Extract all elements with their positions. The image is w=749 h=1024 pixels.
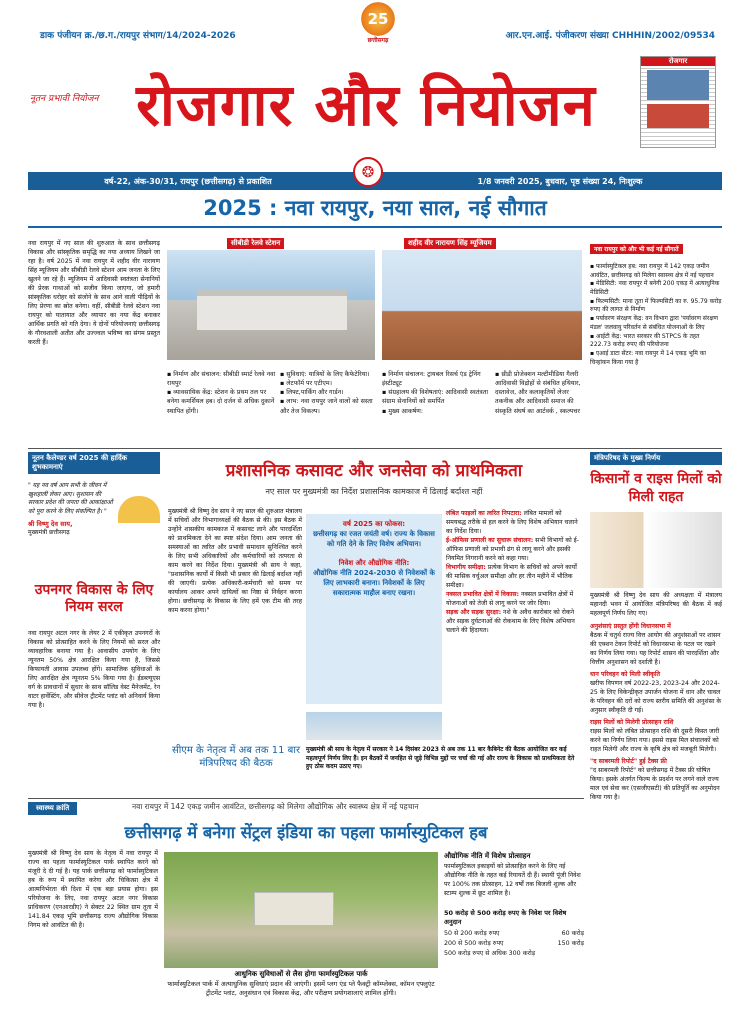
museum-block [382, 238, 582, 368]
bullet-item [446, 510, 580, 537]
bullet-text: लंबित मामलों को समयबद्ध तरीके से हल करने के लिए विशेष अभियान चलाने का निर्देश दिया। [446, 510, 578, 535]
bullet-head: ई-ऑफिस प्रणाली का सुचारू संचालन: [446, 536, 534, 544]
bullet-head: सड़क और सड़क सुरक्षा: [446, 608, 502, 616]
thumb-title: रोजगार [641, 57, 715, 66]
silver-jubilee-logo [348, 2, 408, 46]
cabinet-h1: अनुशंसाएं प्रस्तुत होंगी विधानसभा में [590, 622, 671, 630]
station-bullet: ▪ लाभ: नवा रायपुर जाने वालों को सस्ता और तेज विकल्प। [280, 397, 378, 415]
newspaper-thumbnail [640, 56, 716, 148]
invest-text: औद्योगिक नीति 2024-2030 से निवेशकों के लिए लाभकारी बनाना। निवेशकों के लिए सकारात्मक माहौल बनाए रखना। [313, 569, 435, 597]
cabinet-h2: धान परिवहन को मिली स्वीकृति [590, 670, 661, 678]
main-story-col1: मुख्यमंत्री श्री विष्णु देव साय ने नए साल की शुरुआत मंत्रालय में सचिवों और विभागाध्यक्षों की बैठक से की। इस बैठक में उन्होंने शासकीय कामकाज में कसावट लाने और पारदर्शिता को प्राथमिकता देने का स्पष्ट संदेश दिया। आम जनता की समस्याओं का त्वरित और प्रभावी समाधान सुनिश्चित करने के लिए सभी अधिकारियों और कर्मचारियों को तत्परता से काम करने का निर्देश दिया। मुख्यमंत्री श्री साय ने कहा, "प्रशासनिक कार्यों में किसी भी प्रकार की ढिलाई बर्दाश्त नहीं की जाएगी। प्रत्येक अधिकारी-कर्मचारी को समय पर कार्यालय आकर अपने दायित्वों का निष्ठा से निर्वहन करना होगा। छत्तीसगढ़ के विकास के लिए हमें एक टीम की तरह काम करना होगा।" [168, 508, 302, 614]
museum-bullet: ▪ थ्रीडी प्रोजेक्शन मल्टीमीडिया गैलरी आदिवासी विद्रोहों से संबंधित हथियार, दस्तावेज, और कलाकृतियों लेजर तकनीक और आदिवासी समाज की संस्कृति संघर्ष का आर्टवर्क , स्कल्पचर [495, 370, 587, 416]
cabinet-t1: बैठक में चतुर्थ राज्य वित्त आयोग की अनुशंसाओं पर शासन की एक्शन टेकन रिपोर्ट को विधानसभा के पटल पर रखने का निर्णय लिया गया। यह रिपोर्ट शासन की पारदर्शिता और वित्तीय अनुशासन को दर्शाती है। [590, 631, 721, 666]
greetings-quote: " यह नव वर्ष आप सभी के जीवन में खुशहाली लेकर आए। सुशासन की सरकार प्रदेश की जनता की आकांक्षाओं को पूरा करने के लिए संकल्पित है। " [28, 482, 113, 516]
main-story-head: प्रशासनिक कसावट और जनसेवा को प्राथमिकता [225, 461, 523, 481]
cm-photo [118, 496, 160, 556]
cabinet-t2: खरीफ विपणन वर्ष 2022-23, 2023-24 और 2024-25 के लिए विकेन्द्रीकृत उपार्जन योजना में धान और चावल के परिवहन की दरों को राज्य स्तरीय समिति की अनुशंसा के अनुसार स्वीकृति दी गई। [590, 679, 722, 714]
station-bullet: ▪ सुविधाएं: यात्रियों के लिए कैफेटेरिया। [280, 370, 378, 379]
museum-photo [382, 250, 582, 360]
main-story-footer: मुख्यमंत्री श्री साय के नेतृत्व में सरकार ने 14 दिसंबर 2023 से अब तक 11 बार कैबिनेट की बैठक आयोजित कर कई महत्वपूर्ण निर्णय लिए हैं। इन बैठकों में जनहित से जुड़े विभिन्न मुद्दों पर चर्चा की गई और राज्य के विकास को प्राथमिकता देते हुए ठोस कदम उठाए गए। [306, 746, 575, 771]
list-item: ▪ पर्यावरण संरक्षण केंद्र: वन विभाग द्वारा 'पर्यावरण संरक्षण मंडल' जलवायु परिवर्तन से संबंधित योजनाओं के लिए [590, 315, 722, 332]
focus-box [306, 514, 442, 704]
museum-bullet: ▪ निर्माण संचालन: ट्रायबल रिसर्च एंड ट्रेनिंग इंस्टीट्यूट [382, 370, 492, 388]
left-story-text: नवा रायपुर अटल नगर के लेयर 2 में एकीकृत उपनगरों के विकास को प्रोत्साहित करने के लिए नियमों को सरल और व्यावहारिक बनाया गया है। आवासीय उपयोग के लिए न्यूनतम 50% क्षेत्र आरक्षित किया गया है, जिससे किफायती आवास उपलब्ध होंगे। सामाजिक सुविधाओं के लिए आरक्षित क्षेत्र न्यूनतम 5% किया गया है। ईडब्ल्यूएस वर्ग के प्रावधानों में सुधार के साथ सॉलिड वेस्ट मैनेजमेंट, रेन वाटर हार्वेस्टिंग, और सीवेज ट्रीटमेंट प्लांट को अनिवार्य किया गया है। [28, 630, 160, 709]
station-label: सीबीडी रेलवे स्टेशन [227, 238, 284, 249]
subsidy-amount: 150 करोड़ [557, 940, 584, 948]
museum-bullet: ▪ संग्रहालय की विशेषताएं: आदिवासी स्वतंत्रता संग्राम सेनानियों को समर्पित [382, 388, 492, 406]
building-illustration [306, 712, 442, 740]
bullet-head: विभागीय समीक्षा: [446, 563, 486, 571]
pharma-caption: फार्मास्युटिकल पार्क में अत्याधुनिक सुविधाएं प्रदान की जाएंगी। इसमें प्लग एंड प्ले फैक्ट्री कॉम्प्लेक्स, कॉमन एफ्लुएंट ट्रीटमेंट प्लांट, अनुसंधान एवं विकास केंद्र, और परीक्षण प्रयोगशालाएं शामिल होंगी। [167, 979, 435, 997]
museum-bullets-right [495, 370, 587, 416]
cabinet-t3: राइस मिलों को लंबित प्रोत्साहन राशि की दूसरी किस्त जारी करने का निर्णय लिया गया। इससे राइस मिल संचालकों को राहत मिलेगी और राज्य के कृषि क्षेत्र को मजबूती मिलेगी। [590, 727, 720, 753]
cabinet-note: सीएम के नेतृत्व में अब तक 11 बार मंत्रिपरिषद की बैठक [171, 745, 301, 769]
station-bullet: ▪ व्यावसायिक केंद्र: स्टेशन के प्रथम तल पर बनेगा कमर्शियल हब। दो दर्जन से अधिक दुकानें स्थापित होंगी। [167, 388, 277, 415]
cabinet-box [590, 452, 722, 803]
list-item: ▪ मेडिसिटी: नवा रायपुर में बनेगी 200 एकड़ में अत्याधुनिक मेडिसिटी [590, 280, 722, 297]
bullet-text: नक्सल प्रभावित क्षेत्रों में योजनाओं को तेजी से लागू करने पर जोर दिया। [446, 590, 574, 607]
right-top-box [590, 236, 722, 367]
station-bullet: ▪ लिफ्ट,पार्किंग और गार्डन। [280, 388, 378, 397]
subsidy-row [444, 929, 584, 939]
postal-reg: डाक पंजीयन क्र./छ.ग./रायपुर संभाग/14/2024-2026 [40, 31, 236, 41]
pharma-park-render [164, 852, 438, 968]
pharma-kicker: नवा रायपुर में 142 एकड़ जमीन आवंटित, छत्तीसगढ़ को मिलेगा औद्योगिक और स्वास्थ्य क्षेत्र में नई पहचान [132, 802, 419, 811]
bullet-text: सभी विभागों को ई-ऑफिस प्रणाली को प्रभावी ढंग से लागू करने और इसकी नियमित निगरानी करने को कहा गया। [446, 536, 579, 562]
pharma-policy [444, 852, 584, 959]
intro-text: नवा रायपुर में नए साल की शुरुआत के साथ छत्तीसगढ़ विकास और सांस्कृतिक समृद्धि का नया अध्याय लिखने जा रहा है। वर्ष 2025 में नवा रायपुर में शहीद वीर नारायण सिंह म्यूजियम और सीबीडी रेलवे स्टेशन आम जनता के लिए खुलने जा रहे हैं। म्यूजियम में आदिवासी स्वतंत्रता सेनानियों की प्रेरक गाथाओं को सजीव किया जाएगा, जो हमारी सांस्कृतिक धरोहर को संजोने के साथ आने वाली पीढ़ियों के लिए प्रेरणा का स्रोत बनेगा। वहीं, सीबीडी रेलवे स्टेशन नवा रायपुर को यातायात और व्यापार का नया केंद्र बनाकर आर्थिक प्रगति को गति देगा। ये दोनों परियोजनाएं छत्तीसगढ़ के गौरवशाली अतीत और उज्ज्वल भविष्य का संगम प्रस्तुत करती हैं। [28, 240, 160, 346]
cabinet-h3: राइस मिलों को मिलेगी प्रोत्साहन राशि [590, 718, 674, 726]
cabinet-h4: "द साबरमती रिपोर्ट" हुई टैक्स फ्री [590, 757, 667, 765]
bullet-item [446, 591, 580, 609]
pharma-tag: स्वास्थ्य क्रांति [28, 802, 77, 815]
list-item: ▪ फिल्मसिटी: माना तूता में फिल्मसिटी का रु. 95.79 करोड़ रुपए की लागत से निर्माण [590, 298, 722, 315]
station-photo [167, 250, 375, 360]
masthead: रोजगार और नियोजन [136, 71, 596, 139]
rni-reg: आर.एन.आई. पंजीकरण संख्या CHHHIN/2002/09534 [505, 31, 715, 41]
greetings-name: श्री विष्णु देव साय, [28, 519, 73, 528]
museum-bullet: ▪ मुख्य आकर्षण: [382, 407, 492, 416]
bullet-item [446, 609, 580, 636]
subsidy-amount: 60 करोड़ [561, 930, 584, 938]
museum-bullets-left [382, 370, 492, 416]
bullet-text: नशे के अवैध कारोबार को रोकने और सड़क दुर्घटनाओं की रोकथाम के लिए विशेष अभियान चलाने की हिदायत। [446, 608, 575, 634]
list-item: ▪ फार्मास्युटिकल हब: नवा रायपुर में 142 एकड़ जमीन आवंटित, छत्तीसगढ़ को मिलेगा स्वास्थ्य क्षेत्र में नई पहचान [590, 263, 722, 280]
subsidy-range: 500 करोड़ रुपए से अधिक 300 करोड़ [444, 950, 536, 958]
pharma-caption-head: आधुनिक सुविधाओं से लैस होगा फार्मास्युटिकल पार्क [234, 970, 368, 978]
issue-date: 1/8 जनवरी 2025, बुधवार, पृष्ठ संख्या 24, निःशुल्क [477, 176, 643, 186]
center-emblem-icon: ❂ [353, 157, 383, 187]
station-bullet: ▪ निर्माण और संचालन: सीबीडी स्मार्ट रेलवे नवा रायपुर [167, 370, 277, 388]
jubilee-emblem: 25 [356, 2, 400, 36]
side-logo: नूतन प्रभावी नियोजन [30, 94, 99, 104]
jubilee-sub: छत्तीसगढ़ [367, 37, 389, 44]
cabinet-text: मुख्यमंत्री श्री विष्णु देव साय की अध्यक्षता में मंत्रालय महानदी भवन में आयोजित मंत्रिपरिषद की बैठक में कई महत्वपूर्ण निर्णय लिए गए। [590, 592, 722, 617]
pharma-caption-box [164, 970, 438, 998]
subsidy-row [444, 939, 584, 949]
focus-head: वर्ष 2025 का फोकस: [342, 520, 406, 528]
main-story-bullets [446, 510, 580, 636]
greetings-head: नूतन कैलेण्डर वर्ष 2025 की हार्दिक शुभकामनाएं [28, 452, 160, 474]
station-bullet: ▪ लेटफॉर्म पर एटीएम। [280, 379, 378, 388]
station-bullets-left [167, 370, 277, 416]
edition-info: वर्ष-22, अंक-30/31, रायपुर (छत्तीसगढ़) से प्रकाशित [104, 176, 272, 186]
bullet-item [446, 537, 580, 564]
list-item: ▪ एआई डाटा सेंटर: नवा रायपुर में 14 एकड़ भूमि का चिन्हांकन किया गया है [590, 350, 722, 367]
main-banner: 2025 : नवा रायपुर, नया साल, नई सौगात [203, 196, 547, 220]
bullet-head: नक्सल प्रभावित क्षेत्रों में विकास: [446, 590, 520, 598]
bullet-item [446, 564, 580, 591]
bullet-text: प्रत्येक विभाग के सचिवों को अपने कार्यों की मासिक वर्चुअल समीक्षा और हर तीन महीने में भौतिक समीक्षा। [446, 563, 577, 589]
policy-head: औद्योगिक नीति में विशेष प्रोत्साहन [444, 852, 531, 860]
left-story-head: उपनगर विकास के लिए नियम सरल [34, 582, 154, 615]
policy-text: फार्मास्युटिकल इकाइयों को प्रोत्साहित करने के लिए नई औद्योगिक नीति के तहत कई रियायतें दी हैं। स्थायी पूंजी निवेश पर 100% तक प्रोत्साहन, 12 वर्षों तक बिजली शुल्क और स्टाम्प शुल्क में छूट शामिल है। [444, 863, 581, 897]
cabinet-head: मंत्रिपरिषद के मुख्य निर्णय [590, 452, 722, 465]
museum-label: शहीद वीर नारायण सिंह म्यूजियम [404, 238, 496, 249]
list-item: ▪ आईटी केंद्र: भारत सरकार की STPCS के तहत 222.73 करोड़ रुपए की परियोजना [590, 333, 722, 350]
right-top-list [590, 263, 722, 367]
station-block [167, 238, 375, 368]
focus-text: छत्तीसगढ़ का रजत जयंती वर्ष। राज्य के विकास को गति देने के लिए विशेष अभियान। [313, 529, 435, 548]
cabinet-title: किसानों व राइस मिलों को मिली राहत [590, 471, 722, 505]
cabinet-t4: "द साबरमती रिपोर्ट" को छत्तीसगढ़ में टैक्स फ्री घोषित किया। इसके अंतर्गत फिल्म के प्रदर्शन पर लगने वाले राज्य माल एवं सेवा कर (एसजीएसटी) की प्रतिपूर्ति का अनुमोदन किया गया है। [590, 766, 720, 801]
subsidy-table [444, 929, 584, 959]
subsidy-head: 50 करोड़ से 500 करोड़ रुपए के निवेश पर विशेष अनुदान [444, 908, 567, 927]
subsidy-range: 50 से 200 करोड़ रुपए [444, 930, 500, 938]
invest-head: निवेश और औद्योगिक नीति: [338, 559, 410, 568]
bullet-head: लंबित फाइलों का त्वरित निपटारा: [446, 510, 522, 517]
subsidy-row [444, 949, 584, 959]
right-top-head: नवा रायपुर को और भी कई नई सौगातें [590, 244, 683, 254]
cabinet-photo [590, 512, 722, 588]
station-bullets-right [280, 370, 378, 416]
pharma-text: मुख्यमंत्री श्री विष्णु देव साय के नेतृत्व में नवा रायपुर में राज्य का पहला फार्मास्युटिकल पार्क स्थापित करने को मंजूरी दे दी गई है। यह पार्क छत्तीसगढ़ को फार्मास्युटिकल हब के रूप में स्थापित करेगा और चिकित्सा क्षेत्र में आत्मनिर्भरता की दिशा में एक बड़ा प्रयास होगा। इस परियोजना के लिए, नवा रायपुर अटल नगर विकास प्राधिकरण (एनआरडीए) ने सेक्टर 22 स्थित ग्राम तूता में 141.84 एकड़ भूमि छत्तीसगढ़ राज्य औद्योगिक विकास निगम को आवंटित की है। [28, 850, 158, 929]
subsidy-range: 200 से 500 करोड़ रुपए [444, 940, 504, 948]
pharma-head: छत्तीसगढ़ में बनेगा सेंट्रल इंडिया का पहला फार्मास्युटिकल हब [124, 823, 488, 842]
greetings-box [28, 452, 160, 536]
greetings-role: मुख्यमंत्री छत्तीसगढ़ [28, 528, 70, 536]
main-story-sub: नए साल पर मुख्यमंत्री का निर्देश प्रशासनिक कामकाज में ढिलाई बर्दाश्त नहीं [265, 487, 483, 496]
